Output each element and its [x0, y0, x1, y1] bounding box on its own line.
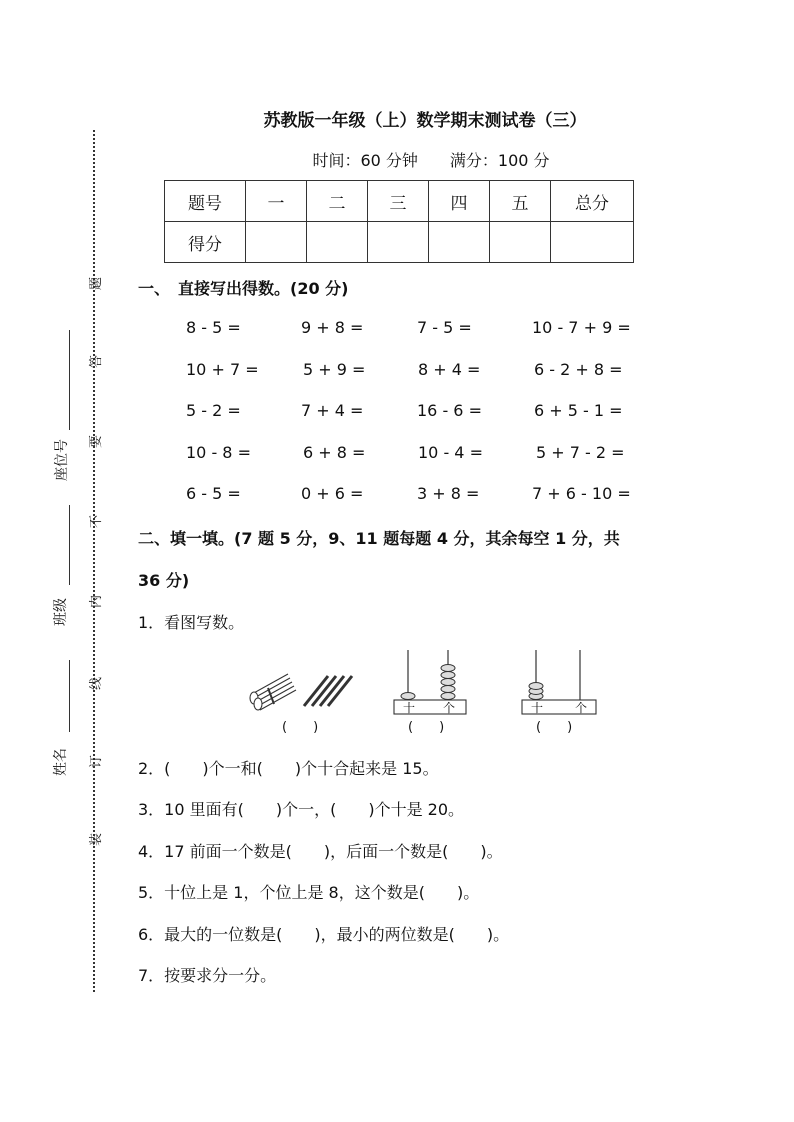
score-header: 四 [429, 181, 490, 222]
section-2-title: 二、填一填。(7 题 5 分，9、11 题每题 4 分，其余每空 1 分，共 [138, 529, 620, 548]
abacus-2-ones-label: 个 [575, 701, 588, 715]
exercise: 9 + 8 = [301, 318, 364, 337]
abacus-1-ones-beads [441, 665, 455, 700]
stick-bundle-icon [250, 674, 296, 710]
abacus-2-tens-beads [529, 683, 543, 700]
question-1: 1．看图写数。 [138, 613, 245, 632]
score-cell[interactable] [368, 222, 429, 263]
exercise: 10 + 7 = [186, 360, 259, 379]
binding-word: 装 [89, 832, 105, 847]
page-subtitle: 时间：60 分钟 满分：100 分 [312, 151, 550, 170]
score-header: 一 [246, 181, 307, 222]
exercise: 6 + 5 - 1 = [534, 401, 623, 420]
seat-number-label: 座位号 [54, 439, 70, 481]
answer-blank[interactable]: ( ) [536, 720, 573, 735]
exercise: 6 + 8 = [303, 443, 366, 462]
exercise: 6 - 5 = [186, 484, 241, 503]
exercise: 0 + 6 = [301, 484, 364, 503]
score-cell[interactable] [551, 222, 634, 263]
score-header: 总分 [551, 181, 634, 222]
section-2-title-cont: 36 分) [138, 571, 190, 590]
exercise: 5 + 7 - 2 = [536, 443, 625, 462]
question-5: 5．十位上是 1，个位上是 8，这个数是( )。 [138, 883, 480, 902]
sticks-figure [244, 668, 364, 714]
score-cell[interactable] [429, 222, 490, 263]
class-line[interactable] [69, 505, 70, 585]
exercise: 10 - 4 = [418, 443, 483, 462]
score-header: 三 [368, 181, 429, 222]
binding-word: 不 [89, 514, 105, 529]
question-2: 2．( )个一和( )个十合起来是 15。 [138, 759, 439, 778]
score-cell[interactable] [490, 222, 551, 263]
exercise: 7 + 4 = [301, 401, 364, 420]
loose-sticks-icon [304, 676, 352, 706]
exercise: 6 - 2 + 8 = [534, 360, 623, 379]
binding-word: 要 [89, 434, 105, 449]
exercise: 7 - 5 = [417, 318, 472, 337]
binding-word: 答 [89, 354, 105, 369]
question-3: 3．10 里面有( )个一，( )个十是 20。 [138, 800, 465, 819]
exercise: 16 - 6 = [417, 401, 482, 420]
seat-number-line[interactable] [69, 330, 70, 430]
abacus-2-tens-label: 十 [531, 701, 544, 715]
score-cell[interactable] [246, 222, 307, 263]
exercise: 8 - 5 = [186, 318, 241, 337]
score-table [164, 180, 634, 263]
exercise: 5 - 2 = [186, 401, 241, 420]
class-label: 班级 [53, 598, 69, 626]
score-cell[interactable] [307, 222, 368, 263]
score-header: 五 [490, 181, 551, 222]
score-row-label: 得分 [165, 222, 246, 263]
name-line[interactable] [69, 660, 70, 732]
abacus-1-ones-label: 个 [443, 701, 456, 715]
binding-word: 订 [89, 754, 105, 769]
answer-blank[interactable]: ( ) [408, 720, 445, 735]
abacus-1-tens-label: 十 [403, 701, 416, 715]
page-title: 苏教版一年级（上）数学期末测试卷（三） [263, 111, 587, 131]
name-label: 姓名 [53, 748, 69, 776]
question-6: 6．最大的一位数是( )，最小的两位数是( )。 [138, 925, 510, 944]
exercise: 5 + 9 = [303, 360, 366, 379]
exercise: 7 + 6 - 10 = [532, 484, 631, 503]
question-4: 4．17 前面一个数是( )，后面一个数是( )。 [138, 842, 503, 861]
score-header: 题号 [165, 181, 246, 222]
binding-word: 题 [89, 276, 105, 291]
question-7: 7．按要求分一分。 [138, 966, 277, 985]
section-1-title: 一、 直接写出得数。(20 分) [138, 279, 349, 298]
exercise: 3 + 8 = [417, 484, 480, 503]
exercise: 8 + 4 = [418, 360, 481, 379]
binding-dotted-line [93, 130, 95, 992]
exercise: 10 - 8 = [186, 443, 251, 462]
binding-word: 内 [89, 594, 105, 609]
answer-blank[interactable]: ( ) [282, 720, 319, 735]
binding-word: 线 [89, 676, 105, 691]
score-header: 二 [307, 181, 368, 222]
exercise: 10 - 7 + 9 = [532, 318, 631, 337]
